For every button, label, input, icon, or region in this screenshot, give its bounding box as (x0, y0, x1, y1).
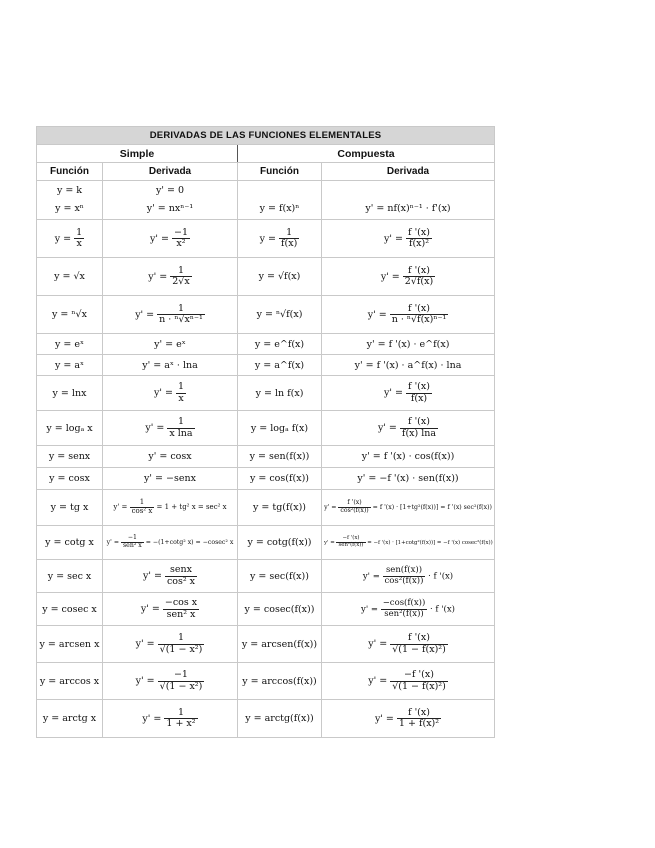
formula: y = arctg(f(x)) (245, 713, 314, 724)
formula-cell (238, 526, 322, 560)
formula-suffix: · f '(x) (425, 571, 454, 582)
table-row (37, 296, 495, 334)
table-row (37, 376, 495, 411)
formula-prefix: y' = (380, 271, 403, 282)
fraction (279, 228, 299, 250)
formula-cell (103, 700, 238, 738)
table-body (37, 181, 495, 738)
formula-prefix: y' = (148, 271, 171, 282)
formula-prefix: y' = (362, 571, 383, 582)
table-row (37, 220, 495, 258)
formula-cell (37, 663, 103, 700)
formula-cell (322, 181, 495, 220)
denominator: x² (176, 238, 186, 249)
formula-prefix: y' = (113, 503, 130, 512)
formula-cell (238, 376, 322, 411)
formula-cell (238, 181, 322, 220)
formula-prefix: y = (259, 233, 280, 244)
formula-prefix: y' = (368, 638, 391, 650)
formula-cell (37, 490, 103, 526)
formula: y' = 0 (155, 184, 185, 196)
formula-cell (37, 296, 103, 334)
formula-prefix: y' = (324, 540, 337, 546)
formula: y = senx (48, 451, 91, 462)
formula-cell (37, 526, 103, 560)
table-row (37, 411, 495, 446)
numerator: f '(x) (338, 500, 370, 508)
formula-cell (322, 446, 495, 468)
table-row (37, 355, 495, 376)
table-row (37, 490, 495, 526)
formula: y' = f '(x) · a^f(x) · lna (354, 359, 462, 371)
formula: y = ⁿ√f(x) (256, 309, 303, 320)
table-row (37, 258, 495, 296)
fraction (406, 228, 432, 250)
formula-cell (322, 355, 495, 376)
fraction (158, 633, 205, 655)
numerator: 1 (164, 708, 197, 719)
fraction (157, 304, 205, 326)
derivatives-table (36, 126, 495, 738)
formula-cell (238, 663, 322, 700)
formula-prefix: y' = (361, 604, 381, 615)
formula: y' = f '(x) · e^f(x) (366, 338, 450, 350)
numerator: 1 (170, 266, 191, 277)
formula-cell (37, 626, 103, 663)
fraction (381, 599, 428, 619)
fraction (406, 382, 432, 404)
formula-cell (322, 376, 495, 411)
formula-cell (103, 663, 238, 700)
numerator: f '(x) (408, 381, 430, 393)
numerator: senx (165, 565, 197, 576)
fraction (383, 566, 426, 586)
formula-prefix: y' = (135, 638, 158, 650)
formula-prefix: y' = (367, 309, 390, 320)
formula-cell (322, 296, 495, 334)
formula-prefix: y' = (106, 539, 121, 546)
numerator: 1 (279, 228, 299, 239)
formula-cell (103, 220, 238, 258)
formula-prefix: y' = (324, 504, 339, 511)
fraction (390, 633, 448, 655)
formula-cell (238, 446, 322, 468)
formula-cell (37, 258, 103, 296)
formula-cell (103, 560, 238, 593)
col-compuesta-derivada: Derivada (322, 163, 495, 181)
denominator: f(x) lna (401, 427, 437, 439)
formula-cell (37, 560, 103, 593)
formula-cell (322, 334, 495, 355)
fraction (390, 670, 448, 692)
formula-cell (322, 258, 495, 296)
formula-cell (103, 593, 238, 626)
formula: y = arctg x (42, 713, 97, 724)
numerator: −f '(x) (390, 670, 448, 681)
numerator: 1 (177, 381, 185, 393)
formula-prefix: y' = (145, 422, 168, 434)
formula-suffix: · f '(x) (427, 604, 455, 615)
denominator: cos² x (166, 575, 196, 587)
formula: y' = cosx (148, 451, 192, 462)
numerator: 1 (130, 499, 155, 508)
table-row (37, 526, 495, 560)
numerator: f '(x) (390, 633, 448, 644)
formula: y = arccos(f(x)) (242, 675, 317, 687)
formula-cell (322, 560, 495, 593)
formula-cell (322, 526, 495, 560)
formula: y = tg x (50, 502, 89, 513)
formula: y = logₐ f(x) (250, 422, 309, 434)
fraction (170, 266, 191, 288)
numerator: sen(f(x)) (383, 566, 426, 576)
formula: y = √x (54, 271, 85, 282)
formula-cell (103, 446, 238, 468)
formula: y' = nf(x)ⁿ⁻¹ · f'(x) (365, 203, 451, 214)
formula-prefix: y' = (153, 387, 176, 399)
formula-cell (37, 593, 103, 626)
fraction (397, 708, 441, 730)
numerator: −f '(x) (336, 536, 365, 543)
formula-cell (322, 626, 495, 663)
fraction (400, 417, 438, 439)
table-title: DERIVADAS DE LAS FUNCIONES ELEMENTALES (37, 127, 495, 145)
fraction (167, 417, 194, 439)
numerator: 1 (167, 417, 194, 428)
formula-cell (103, 181, 238, 220)
fraction (121, 535, 144, 550)
formula-prefix: y' = (368, 675, 391, 687)
formula: y = lnx (52, 387, 87, 399)
formula: y = e^f(x) (254, 338, 305, 350)
formula-cell (322, 468, 495, 490)
formula-prefix: y' = (150, 233, 172, 244)
fraction (164, 708, 197, 730)
denominator: f(x) (281, 238, 298, 249)
formula-cell (103, 334, 238, 355)
fraction (163, 598, 199, 620)
formula: y' = nxⁿ⁻¹ (146, 203, 194, 214)
formula: y' = −senx (144, 473, 196, 484)
table-row (37, 593, 495, 626)
formula-prefix: y = (54, 233, 75, 244)
numerator: f '(x) (400, 417, 438, 428)
formula-cell (322, 490, 495, 526)
formula-cell (103, 626, 238, 663)
denominator: 2√x (172, 276, 190, 287)
denominator: 2√f(x) (404, 276, 434, 287)
formula: y = arcsen x (39, 638, 100, 650)
formula: y = sec x (47, 570, 92, 582)
fraction (130, 499, 155, 515)
formula-cell (103, 468, 238, 490)
formula-cell (37, 700, 103, 738)
formula: y = cos(f(x)) (250, 473, 309, 484)
formula-suffix: = f '(x) · [1+tg²(f(x))] = f '(x) sec²(f(x)) (370, 504, 492, 511)
formula-cell (238, 355, 322, 376)
denominator: 1 + x² (166, 718, 196, 729)
formula: y = ln f(x) (255, 387, 304, 399)
fraction (165, 565, 197, 587)
numerator: −cos(f(x)) (382, 598, 426, 609)
denominator: sen² x (123, 542, 142, 549)
formula: y = √f(x) (258, 271, 301, 282)
formula-cell (37, 446, 103, 468)
formula: y = k (56, 184, 83, 196)
numerator: f '(x) (408, 226, 430, 238)
formula-cell (238, 334, 322, 355)
table-row (37, 468, 495, 490)
denominator: √(1 − f(x)²) (392, 680, 446, 692)
denominator: 1 + f(x)² (398, 718, 440, 729)
fraction (403, 266, 435, 288)
col-simple-derivada: Derivada (103, 163, 238, 181)
formula-suffix: = −f '(x) · [1+cotg²(f(x))] = −f '(x) cosec²(f(x)) (365, 540, 493, 546)
table-row (37, 560, 495, 593)
col-simple-funcion: Función (37, 163, 103, 181)
formula-cell (37, 411, 103, 446)
formula-cell (37, 334, 103, 355)
denominator: √(1 − x²) (159, 680, 203, 692)
formula-prefix: y' = (135, 309, 158, 320)
formula-cell (322, 700, 495, 738)
formula: y' = −f '(x) · sen(f(x)) (357, 473, 459, 484)
formula-prefix: y' = (142, 570, 165, 582)
denominator: n · ⁿ√f(x)ⁿ⁻¹ (391, 314, 447, 325)
numerator: f '(x) (390, 304, 449, 315)
fraction (172, 228, 190, 250)
formula: y = tg(f(x)) (253, 502, 306, 513)
numerator: −1 (121, 535, 144, 543)
formula: y = arccos x (39, 675, 100, 687)
formula-cell (37, 468, 103, 490)
formula-prefix: y' = (374, 713, 397, 724)
formula: y = sen(f(x)) (249, 451, 310, 462)
formula-prefix: y' = (384, 233, 407, 244)
formula-prefix: y' = (142, 713, 165, 724)
denominator: cos² x (131, 507, 153, 515)
formula-cell (238, 593, 322, 626)
table-row (37, 663, 495, 700)
formula: y = f(x)ⁿ (259, 203, 300, 214)
formula: y = sec(f(x)) (250, 570, 309, 582)
col-compuesta-funcion: Función (238, 163, 322, 181)
formula: y' = f '(x) · cos(f(x)) (361, 451, 455, 462)
formula-cell (322, 220, 495, 258)
denominator: sen²(f(x)) (338, 542, 364, 548)
formula-cell (238, 411, 322, 446)
formula-cell (37, 376, 103, 411)
fraction (336, 536, 365, 549)
table-row (37, 700, 495, 738)
numerator: −cos x (164, 597, 198, 609)
denominator: x (76, 238, 82, 249)
formula-cell (103, 490, 238, 526)
table-row (37, 334, 495, 355)
numerator: 1 (157, 304, 205, 315)
formula-suffix: = −(1+cotg² x) = −cosec² x (143, 539, 234, 546)
denominator: cos²(f(x)) (340, 507, 369, 514)
fraction (390, 304, 449, 326)
formula-cell (238, 468, 322, 490)
formula: y = ⁿ√x (52, 309, 87, 320)
formula-cell (37, 355, 103, 376)
fraction (176, 382, 186, 404)
denominator: sen² x (166, 608, 196, 620)
denominator: cos²(f(x)) (384, 575, 424, 586)
formula-cell (322, 593, 495, 626)
denominator: n · ⁿ√xⁿ⁻¹ (159, 314, 203, 325)
fraction (74, 228, 84, 250)
numerator: −1 (158, 670, 205, 681)
formula-cell (238, 220, 322, 258)
formula-cell (238, 560, 322, 593)
fraction (338, 500, 370, 515)
denominator: √(1 − x²) (159, 643, 203, 655)
numerator: 1 (158, 633, 205, 644)
formula-cell (322, 663, 495, 700)
formula: y = xⁿ (55, 203, 84, 214)
formula: y = aˣ (54, 359, 85, 371)
formula: y = eˣ (54, 338, 84, 350)
formula-cell (103, 526, 238, 560)
formula-cell (37, 181, 103, 220)
formula-cell (238, 700, 322, 738)
fraction (158, 670, 205, 692)
numerator: 1 (76, 226, 83, 238)
formula: y = cotg(f(x)) (247, 537, 312, 548)
denominator: f(x) (410, 392, 428, 404)
formula-prefix: y' = (140, 603, 163, 615)
formula: y = cosec(f(x)) (244, 603, 315, 615)
table-row (37, 181, 495, 220)
formula-cell (238, 296, 322, 334)
group-simple-header: Simple (37, 145, 238, 163)
formula-cell (238, 626, 322, 663)
table-row (37, 446, 495, 468)
formula-cell (103, 258, 238, 296)
formula-cell (37, 220, 103, 258)
formula: y = cosx (49, 473, 90, 484)
numerator: f '(x) (403, 266, 435, 277)
formula-prefix: y' = (135, 675, 158, 687)
denominator: √(1 − f(x)²) (392, 643, 446, 655)
formula: y' = aˣ · lna (142, 359, 198, 371)
formula: y = a^f(x) (254, 359, 305, 371)
formula-cell (322, 411, 495, 446)
group-compuesta-header: Compuesta (238, 145, 495, 163)
formula: y = cotg x (45, 537, 94, 548)
formula: y' = eˣ (154, 338, 186, 350)
denominator: x lna (169, 427, 193, 439)
formula: y = logₐ x (46, 422, 93, 434)
numerator: f '(x) (397, 708, 441, 719)
formula-prefix: y' = (384, 387, 407, 399)
table-row (37, 626, 495, 663)
denominator: f(x)² (408, 238, 430, 249)
formula-cell (238, 490, 322, 526)
formula: y = cosec x (42, 603, 97, 615)
formula-cell (238, 258, 322, 296)
formula: y = arcsen(f(x)) (241, 638, 318, 650)
formula-cell (103, 376, 238, 411)
formula-suffix: = 1 + tg² x = sec² x (154, 503, 227, 512)
numerator: −1 (173, 226, 188, 238)
denominator: sen²(f(x)) (384, 608, 424, 619)
formula-cell (103, 355, 238, 376)
formula-cell (103, 411, 238, 446)
formula-cell (103, 296, 238, 334)
formula-prefix: y' = (377, 422, 400, 434)
denominator: x (178, 392, 184, 404)
